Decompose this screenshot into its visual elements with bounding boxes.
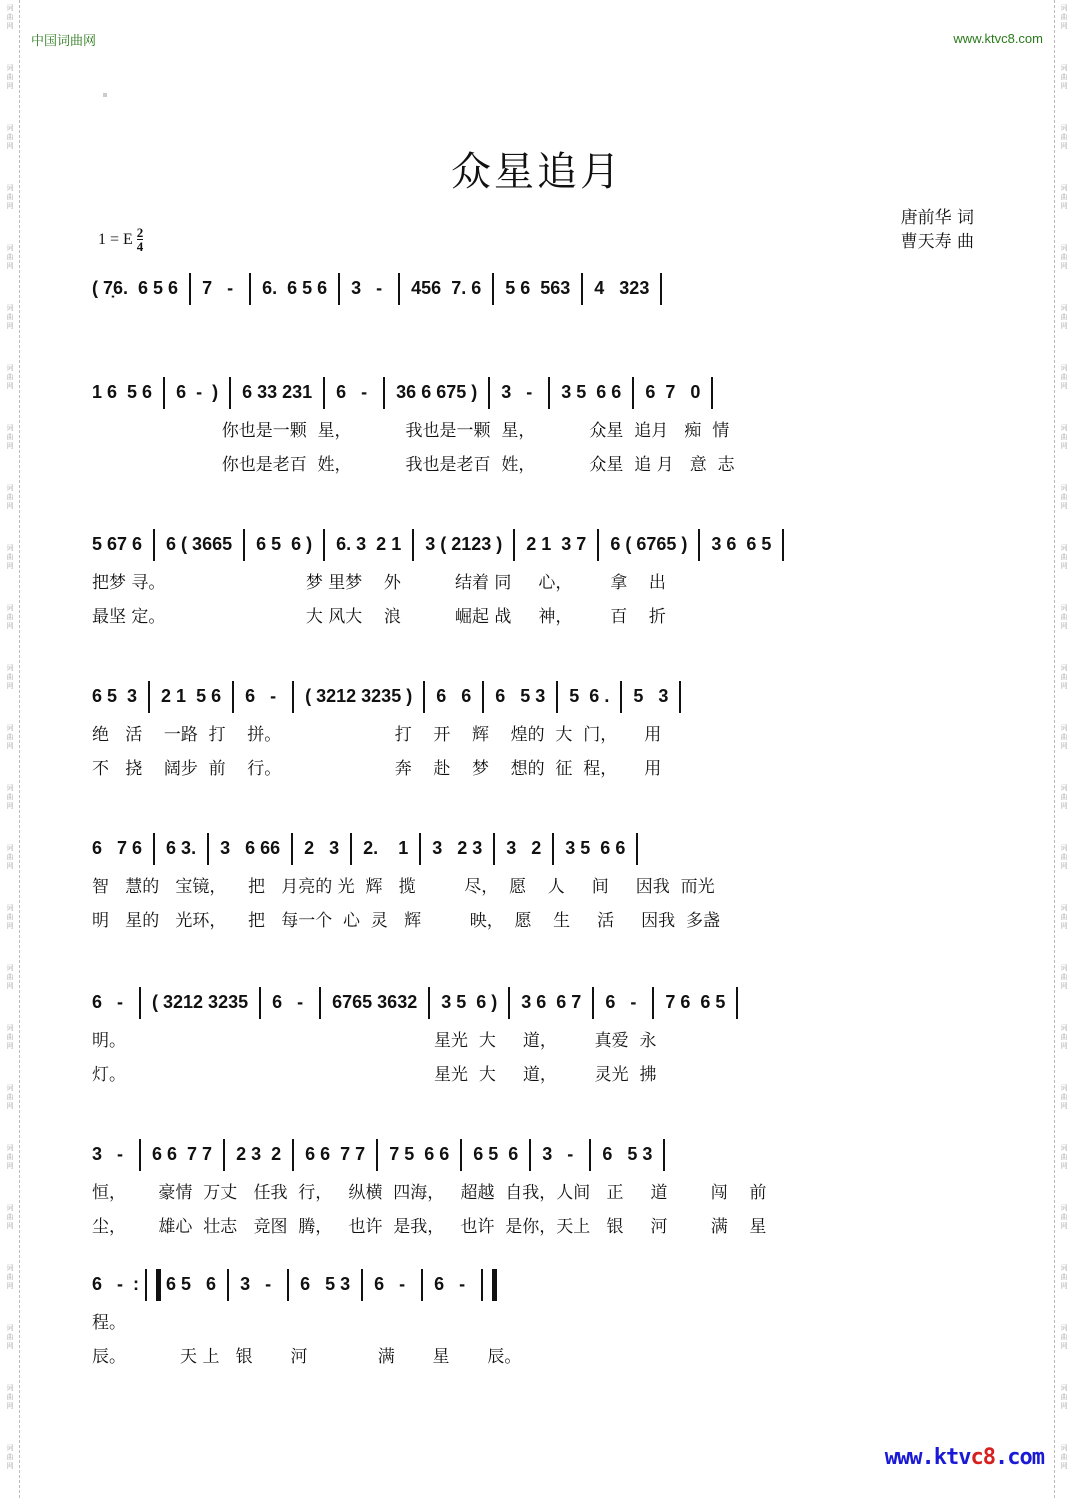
bar-line [698, 529, 700, 561]
note-group: 6 5 3 [295, 1274, 356, 1294]
note-group: 7 - [197, 278, 244, 298]
bar-line [323, 377, 325, 409]
side-mark: 词 曲 网 [6, 124, 14, 150]
score-line [92, 1262, 982, 1374]
side-mark: 词 曲 网 [1060, 964, 1068, 990]
side-mark: 词 曲 网 [6, 844, 14, 870]
bar-line [597, 529, 599, 561]
side-mark: 词 曲 网 [1060, 424, 1068, 450]
side-mark: 词 曲 网 [1060, 1384, 1068, 1410]
note-group: 3 - [346, 278, 393, 298]
note-group: 6 5 3 [92, 686, 143, 706]
note-group: ( 3212 3235 ) [300, 686, 418, 706]
note-group: 36 6 675 ) [391, 382, 483, 402]
score-line [92, 674, 982, 786]
side-mark: 词 曲 网 [1060, 484, 1068, 510]
bar-line [419, 833, 421, 865]
note-line [92, 674, 982, 718]
song-title: 众星追月 [451, 149, 623, 195]
right-margin-strip [1054, 0, 1074, 1498]
side-mark: 词 曲 网 [6, 664, 14, 690]
note-group: 3 5 6 6 [560, 838, 631, 858]
note-group: 5 6 . [564, 686, 615, 706]
note-group: 7 6 6 5 [660, 992, 731, 1012]
scan-speck [103, 93, 107, 97]
side-mark: 词 曲 网 [6, 1444, 14, 1470]
note-group: 6 - [331, 382, 378, 402]
side-mark: 词 曲 网 [6, 244, 14, 270]
note-group: 6 5 6 ) [251, 534, 318, 554]
bar-line [663, 1139, 665, 1171]
bar-line [620, 681, 622, 713]
side-mark: 词 曲 网 [6, 784, 14, 810]
side-mark: 词 曲 网 [6, 304, 14, 330]
note-group: 7 5 6 6 [384, 1144, 455, 1164]
bar-line [145, 1269, 147, 1301]
side-mark: 词 曲 网 [1060, 1324, 1068, 1350]
bar-line [460, 1139, 462, 1171]
bar-line [482, 681, 484, 713]
note-group: 2 3 [299, 838, 345, 858]
bar-line [492, 273, 494, 305]
note-group: 6 - [369, 1274, 416, 1294]
note-group: 5 3 [628, 686, 674, 706]
bar-line [163, 377, 165, 409]
bar-line [287, 1269, 289, 1301]
note-group: 1 6 5 6 [92, 382, 158, 402]
lyric-line: 灯。 星光 大 道， 灵光 拂 [92, 1065, 657, 1085]
bar-line [223, 1139, 225, 1171]
lyric-line: 智 慧的 宝镜， 把 月亮的 光 辉 揽 尽， 愿 人 间 因我 而光 [92, 877, 715, 897]
note-group: 3 6 6 5 [706, 534, 777, 554]
score-line [92, 266, 982, 378]
side-mark: 词 曲 网 [1060, 4, 1068, 30]
note-group: 3 - [235, 1274, 282, 1294]
lyric-line: 辰。 天 上 银 河 满 星 辰。 [92, 1347, 522, 1367]
bar-line [589, 1139, 591, 1171]
bar-line [679, 681, 681, 713]
side-mark: 词 曲 网 [6, 1384, 14, 1410]
note-group: 3 - [496, 382, 543, 402]
side-mark: 词 曲 网 [6, 1264, 14, 1290]
side-mark: 词 曲 网 [1060, 244, 1068, 270]
note-group: 2. 1 [358, 838, 414, 858]
side-mark: 词 曲 网 [1060, 184, 1068, 210]
lyric-line: 你也是一颗 星， 我也是一颗 星， 众星 追月 痴 情 [92, 421, 730, 441]
note-group: 6 6 7 7 [300, 1144, 371, 1164]
side-mark: 词 曲 网 [6, 484, 14, 510]
bar-line [259, 987, 261, 1019]
note-group: 6765 3632 [327, 992, 423, 1012]
side-mark: 词 曲 网 [1060, 1024, 1068, 1050]
bar-line [592, 987, 594, 1019]
bar-line [249, 273, 251, 305]
bar-line [292, 1139, 294, 1171]
score-line [92, 980, 982, 1092]
bar-line [493, 833, 495, 865]
note-group: 3 6 6 7 [516, 992, 587, 1012]
side-mark: 词 曲 网 [6, 544, 14, 570]
bar-line [207, 833, 209, 865]
note-group: 6 7 6 [92, 838, 148, 858]
lyric-line: 尘， 雄心 壮志 竞图 腾， 也许 是我， 也许 是你，天上 银 河 满 星 [92, 1217, 767, 1237]
lyric-line: 最坚 定。 大 风大 浪 崛起 战 神， 百 折 [92, 607, 666, 627]
note-group: 6 5 3 [490, 686, 551, 706]
bar-line [428, 987, 430, 1019]
repeat-dots: : [133, 1274, 140, 1294]
bar-line [189, 273, 191, 305]
bar-line [292, 681, 294, 713]
lyric-line: 绝 活 一路 打 拼。 打 开 辉 煌的 大 门， 用 [92, 725, 662, 745]
bar-line [513, 529, 515, 561]
bar-line [291, 833, 293, 865]
note-group: 3 - [92, 1144, 134, 1164]
note-group: 6 - ) [171, 382, 224, 402]
note-group: 6 5 3 [597, 1144, 658, 1164]
side-mark: 词 曲 网 [6, 1204, 14, 1230]
bar-line [139, 987, 141, 1019]
lyric-line: 明 星的 光环， 把 每一个 心 灵 辉 映， 愿 生 活 因我 多盏 [92, 911, 720, 931]
note-group: 6 33 231 [237, 382, 318, 402]
note-group: 6 - [267, 992, 314, 1012]
bar-line [319, 987, 321, 1019]
note-group: ( 7̣6. 6 5 6 [92, 278, 184, 298]
side-mark: 词 曲 网 [6, 604, 14, 630]
bar-line [229, 377, 231, 409]
note-group: 3 2 3 [427, 838, 488, 858]
note-group: 6 5 6 [161, 1274, 222, 1294]
time-unit: 4 [136, 239, 144, 254]
side-mark: 词 曲 网 [1060, 784, 1068, 810]
bar-line [153, 529, 155, 561]
bar-line [323, 529, 325, 561]
note-line [92, 522, 982, 566]
composer-credit: 曹天寿 曲 [900, 232, 974, 252]
bar-line [423, 681, 425, 713]
side-mark: 词 曲 网 [1060, 1144, 1068, 1170]
note-line [92, 1262, 982, 1306]
bar-line [227, 1269, 229, 1301]
bar-line [711, 377, 713, 409]
bar-line [338, 273, 340, 305]
note-group: 2 1 3 7 [521, 534, 592, 554]
lyric-line: 程。 [92, 1313, 126, 1333]
bar-line [398, 273, 400, 305]
note-line [92, 266, 982, 310]
bar-line [139, 1139, 141, 1171]
side-mark: 词 曲 网 [1060, 664, 1068, 690]
side-mark: 词 曲 网 [6, 964, 14, 990]
side-mark: 词 曲 网 [1060, 64, 1068, 90]
lyric-line: 你也是老百 姓， 我也是老百 姓， 众星 追 月 意 志 [92, 455, 735, 475]
note-group: 5 6 563 [500, 278, 576, 298]
bar-line [552, 833, 554, 865]
bar-line [153, 833, 155, 865]
side-mark: 词 曲 网 [6, 724, 14, 750]
note-group: 3 5 6 ) [436, 992, 503, 1012]
bar-line [421, 1269, 423, 1301]
note-line [92, 370, 982, 414]
note-group: 6 5 6 [468, 1144, 524, 1164]
side-mark: 词 曲 网 [6, 64, 14, 90]
side-mark: 词 曲 网 [6, 4, 14, 30]
note-group: 456 7. 6 [406, 278, 487, 298]
note-group: 5 67 6 [92, 534, 148, 554]
side-mark: 词 曲 网 [6, 1084, 14, 1110]
side-mark: 词 曲 网 [6, 1144, 14, 1170]
side-mark: 词 曲 网 [6, 1324, 14, 1350]
bar-line [383, 377, 385, 409]
side-mark: 词 曲 网 [6, 1024, 14, 1050]
watermark-suffix: .com [995, 1445, 1044, 1470]
note-group: 6 6 [431, 686, 477, 706]
bar-line [243, 529, 245, 561]
key-tonic: 1 = E [98, 230, 133, 248]
bar-line [548, 377, 550, 409]
side-mark: 词 曲 网 [1060, 904, 1068, 930]
bar-line [488, 377, 490, 409]
bar-line [736, 987, 738, 1019]
lyric-line: 不 挠 阔步 前 行。 奔 赴 梦 想的 征 程， 用 [92, 759, 662, 779]
note-group: 6 - [92, 1274, 134, 1294]
bar-line [412, 529, 414, 561]
note-group: 6 - [600, 992, 647, 1012]
credits [901, 206, 974, 254]
bar-line [148, 681, 150, 713]
score-line [92, 826, 982, 938]
watermark-logo [885, 1445, 1044, 1470]
lyric-line: 恒， 豪情 万丈 任我 行， 纵横 四海， 超越 自我，人间 正 道 闯 前 [92, 1183, 767, 1203]
left-margin-strip [0, 0, 20, 1498]
bar-line [556, 681, 558, 713]
side-mark: 词 曲 网 [1060, 844, 1068, 870]
note-group: 3 2 [501, 838, 547, 858]
side-mark: 词 曲 网 [1060, 124, 1068, 150]
lyric-line [92, 310, 982, 344]
bar-line [376, 1139, 378, 1171]
key-signature [98, 226, 143, 253]
bar-line [782, 529, 784, 561]
side-mark: 词 曲 网 [1060, 364, 1068, 390]
side-mark: 词 曲 网 [1060, 604, 1068, 630]
site-name-left[interactable]: 中国词曲网 [31, 34, 97, 49]
lyric-line: 把梦 寻。 梦 里梦 外 结着 同 心， 拿 出 [92, 573, 666, 593]
note-group: 2 3 2 [231, 1144, 287, 1164]
note-group: 3 - [537, 1144, 584, 1164]
site-url-right[interactable]: www.ktvc8.com [953, 31, 1043, 46]
note-group: 3 6 66 [215, 838, 286, 858]
side-mark: 词 曲 网 [1060, 1264, 1068, 1290]
note-group: 6 ( 6765 ) [605, 534, 693, 554]
note-group: ( 3212 3235 [147, 992, 254, 1012]
bar-line [636, 833, 638, 865]
score-line [92, 522, 982, 634]
score-line [92, 370, 982, 482]
bar-line [350, 833, 352, 865]
side-mark: 词 曲 网 [1060, 1084, 1068, 1110]
bar-line [361, 1269, 363, 1301]
watermark-prefix: www.ktv [884, 1445, 971, 1470]
lyric-line: 明。 星光 大 道， 真爱 永 [92, 1031, 657, 1051]
bar-line [581, 273, 583, 305]
side-mark: 词 曲 网 [1060, 304, 1068, 330]
note-line [92, 980, 982, 1024]
side-mark: 词 曲 网 [6, 424, 14, 450]
side-mark: 词 曲 网 [6, 904, 14, 930]
note-group: 6 - [240, 686, 287, 706]
note-group: 4 323 [589, 278, 655, 298]
lyricist-credit: 唐前华 词 [900, 208, 974, 228]
time-signature [137, 226, 144, 253]
note-group: 2 1 5 6 [156, 686, 227, 706]
bar-line [529, 1139, 531, 1171]
note-line [92, 1132, 982, 1176]
note-group: 6. 3 2 1 [331, 534, 407, 554]
bar-line [660, 273, 662, 305]
note-group: 6 3. [161, 838, 202, 858]
bar-line [481, 1269, 483, 1301]
score-line [92, 1132, 982, 1244]
side-mark: 词 曲 网 [1060, 1204, 1068, 1230]
note-group: 3 5 6 6 [556, 382, 627, 402]
watermark-accent: c8 [970, 1445, 996, 1470]
side-mark: 词 曲 网 [1060, 1444, 1068, 1470]
bar-line [632, 377, 634, 409]
note-group: 6 ( 3665 [161, 534, 238, 554]
side-mark: 词 曲 网 [1060, 544, 1068, 570]
side-mark: 词 曲 网 [6, 364, 14, 390]
side-mark: 词 曲 网 [1060, 724, 1068, 750]
time-beats: 2 [136, 225, 144, 240]
note-group: 6 - [429, 1274, 476, 1294]
note-group: 6 - [92, 992, 134, 1012]
note-group: 6 7 0 [640, 382, 706, 402]
bar-line [652, 987, 654, 1019]
side-mark: 词 曲 网 [6, 184, 14, 210]
note-group: 6 6 7 7 [147, 1144, 218, 1164]
bar-line [508, 987, 510, 1019]
double-bar [492, 1269, 497, 1301]
note-group: 6. 6 5 6 [257, 278, 333, 298]
note-line [92, 826, 982, 870]
bar-line [232, 681, 234, 713]
note-group: 3 ( 2123 ) [420, 534, 508, 554]
